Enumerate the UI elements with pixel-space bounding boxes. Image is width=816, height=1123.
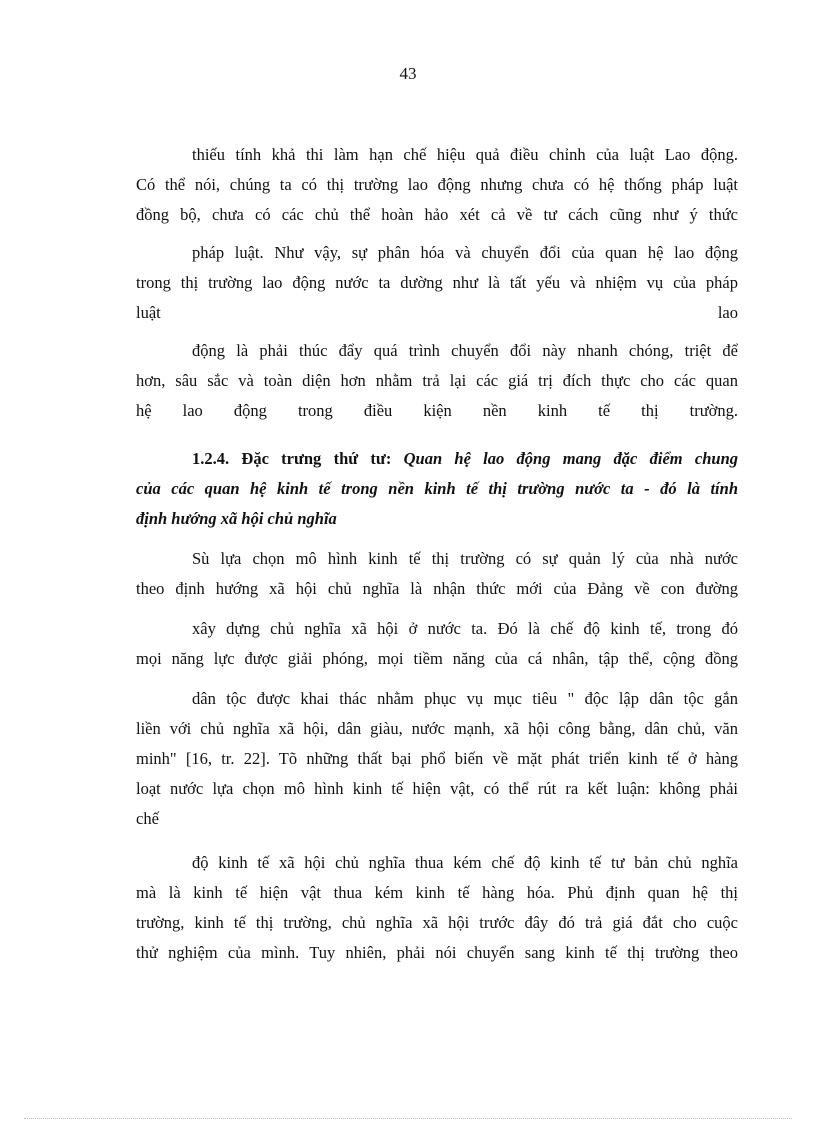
text-line: loạt nước lựa chọn mô hình kinh tế hiện vật, có thể rút ra kết luận: không phải [136, 779, 738, 798]
text-line: hơn, sâu sắc và toàn diện hơn nhằm trả lại các giá trị đích thực cho các quan [136, 371, 738, 390]
text-line: minh" [16, tr. 22]. Tõ những thất bại phổ biến về mặt phát triển kinh tế ở hàng [136, 749, 738, 768]
text-line: độ kinh tế xã hội chủ nghĩa thua kém chế độ kinh tế tư bản chủ nghĩa [192, 853, 738, 872]
text-line: mà là kinh tế hiện vật thua kém kinh tế hàng hóa. Phủ định quan hệ thị [136, 883, 738, 902]
text-line: chế [136, 809, 159, 828]
text-line: mọi năng lực được giải phóng, mọi tiềm năng của cá nhân, tập thể, cộng đồng [136, 649, 738, 668]
section-heading-line: định hướng xã hội chủ nghĩa [136, 509, 337, 528]
text-line: đồng bộ, chưa có các chủ thể hoàn hảo xét cả về tư cách cũng như ý thức [136, 205, 738, 224]
text-line: theo định hướng xã hội chủ nghĩa là nhận thức mới của Đảng về con đường [136, 579, 738, 598]
page-number: 43 [399, 64, 417, 83]
text-line: thử nghiệm của mình. Tuy nhiên, phải nói chuyển sang kinh tế thị trường theo [136, 943, 738, 962]
text-word: lao [717, 303, 738, 322]
text-line: Có thể nói, chúng ta có thị trường lao động nhưng chưa có hệ thống pháp luật [136, 175, 738, 194]
text-line: thiếu tính khả thi làm hạn chế hiệu quả điều chỉnh của luật Lao động. [192, 145, 738, 164]
section-heading-line: của các quan hệ kinh tế trong nền kinh tế thị trường nước ta - đó là tính [136, 479, 738, 498]
text-word: luật [136, 303, 161, 322]
section-heading-title: Quan hệ lao động mang đặc điểm chung [403, 449, 738, 468]
section-heading [192, 448, 738, 470]
text-line: Sù lựa chọn mô hình kinh tế thị trường có sự quản lý của nhà nước [192, 549, 738, 568]
text-line: trong thị trường lao động nước ta dường như là tất yếu và nhiệm vụ của pháp [136, 273, 738, 292]
text-line: liền với chủ nghĩa xã hội, dân giàu, nước mạnh, xã hội công bằng, dân chủ, văn [136, 719, 738, 738]
page-bottom-border [24, 1118, 792, 1119]
text-line: pháp luật. Như vậy, sự phân hóa và chuyển đổi của quan hệ lao động [192, 243, 738, 262]
text-line: hệ lao động trong điều kiện nền kinh tế thị trường. [136, 401, 738, 420]
text-line: động là phải thúc đẩy quá trình chuyển đổi này nhanh chóng, triệt để [192, 341, 738, 360]
text-line: trường, kinh tế thị trường, chủ nghĩa xã hội trước đây đó trả giá đắt cho cuộc [136, 913, 738, 932]
text-line: xây dựng chủ nghĩa xã hội ở nước ta. Đó là chế độ kinh tế, trong đó [192, 619, 738, 638]
section-heading-number: 1.2.4. Đặc trưng thứ tư: [192, 449, 404, 468]
text-line: dân tộc được khai thác nhằm phục vụ mục tiêu " độc lập dân tộc gắn [192, 689, 738, 708]
text-line-split [136, 302, 738, 324]
